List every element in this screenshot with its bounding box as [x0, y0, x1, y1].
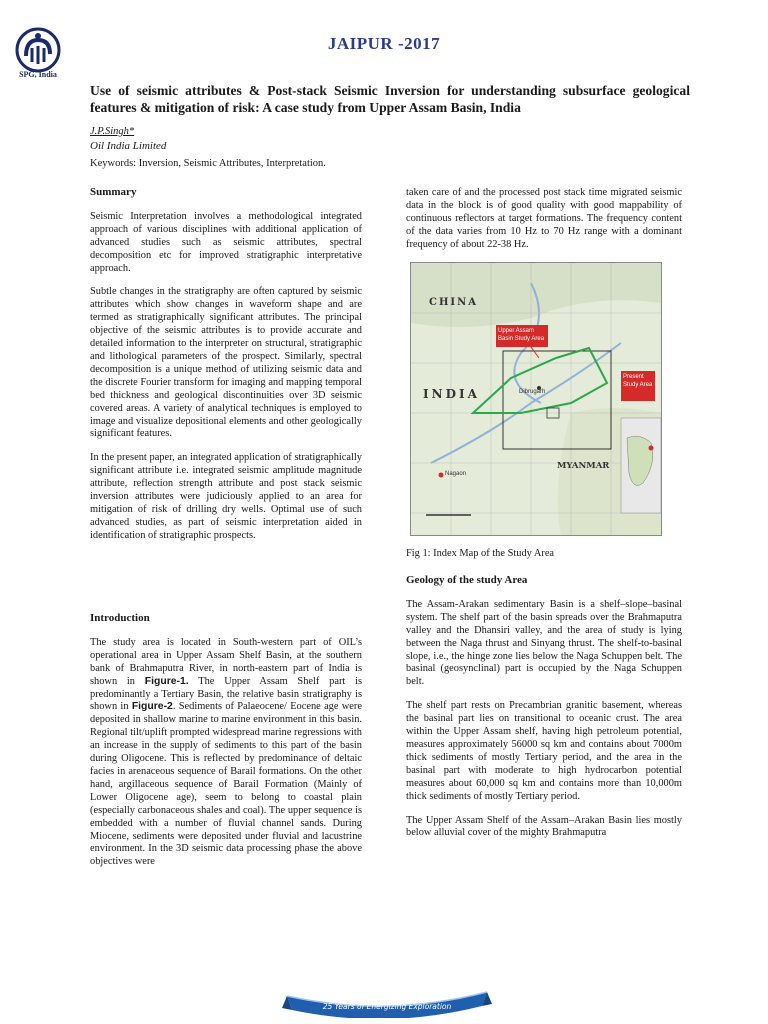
intro-text-c: . Sediments of Palaeocene/ Eocene age were deposited in shallow marine to marine environment in this basin. Regional tilt/uplift prompted widespread marine regressions with an increase in the supply of sediments to this part of the basin during Oligocene. This is reflected by predominance of deltaic facies in arenaceous sequence of Barail formations. On the other hand, argillaceous sequence of Barail Formation (Mainly of Lower Oligocene age), seem to belong to coastal plain (especially carbonaceous shales and coal). The upper sequence is embedded with a number of fluvial channel sands. During Miocene, sediments were deposited under fluvial and lacustrine environment. In the 3D seismic data processing phase the above objectives were — [90, 701, 362, 868]
geology-paragraph-1: The Assam-Arakan sedimentary Basin is a shelf–slope–basinal system. The shelf part of the basin spreads over the Brahmaputra valley and the Dhansiri valley, and the area of study is lying between the Naga thrust and Sinyang thrust. The shelf-to-basinal slope, i.e., the hinge zone lies below the Naga Schuppen belt. The basinal (geosynclinal) part is occupied by the Naga Schuppen belt. — [406, 598, 682, 688]
anniversary-banner — [282, 978, 492, 1018]
map-label-china: CHINA — [429, 297, 478, 308]
summary-heading: Summary — [90, 186, 137, 198]
map-label-dibrugarh: Dibrugarh — [519, 389, 546, 395]
index-map-figure — [410, 262, 662, 536]
map-label-present-study-area: Present Study Area — [623, 374, 653, 388]
banner-text: 25 Years of Energizing Exploration — [322, 1002, 452, 1011]
left-column — [90, 186, 362, 554]
summary-paragraph-2: Subtle changes in the stratigraphy are often captured by seismic attributes which show changes in waveform shape and are termed as stratigraphically significant attributes. The principal objective of the seismic attributes is to provide accurate and detailed information to the interpreter on structural, stratigraphic and lithological parameters of the prospect. Similarly, spectral decomposition is a unique method of utilizing seismic data and the discrete Fourier transform for imaging and mapping temporal bed thickness and geological discontinuities over 3D seismic covered areas. A variety of analytical techniques is employed to image and visualize depositional elements and other geologically significant features. — [90, 286, 362, 440]
figure-1-reference: Figure-1. — [144, 675, 189, 687]
intro-text-a: The study area is located in South-western part of OIL’s operational area in Upper Assam Shelf Basin, at the southern bank of Brahmaputra River, in north-eastern part of India is shown in — [90, 636, 362, 687]
keywords: Keywords: Inversion, Seismic Attributes, Interpretation. — [90, 158, 326, 169]
geology-paragraph-3: The Upper Assam Shelf of the Assam–Arakan Basin lies mostly below alluvial cover of the mighty Brahmaputra — [406, 814, 682, 839]
continuation-paragraph: taken care of and the processed post stack time migrated seismic data in the block is of good quality with good mappability of continuous reflectors at target formations. The frequency content of the data varies from 10 Hz to 70 Hz range with a dominant frequency of about 22-38 Hz. — [406, 187, 682, 250]
geology-paragraph-2: The shelf part rests on Precambrian granitic basement, whereas the basinal part lies on transitional to oceanic crust. The area within the Upper Assam shelf, having high petroleum potential, measures approximately 56000 sq km and contains about 7000m thick sediments of mostly Tertiary period, and the area in the basinal part with moderate to high hydrocarbon potential measures about 60,000 sq km and contains more than 10,000m thick sediments of mostly Tertiary period. — [406, 700, 682, 802]
intro-text-b: The Upper Assam Shelf part is predominantly a Tertiary Basin, the relative basin stratigraphy is shown in — [90, 675, 362, 713]
map-label-nagaon: Nagaon — [445, 471, 467, 477]
logo-caption: SPG, India — [19, 70, 57, 79]
author-name: J.P.Singh* — [90, 126, 135, 137]
figure-1-caption: Fig 1: Index Map of the Study Area — [406, 548, 555, 559]
introduction-section — [90, 612, 362, 880]
conference-title: JAIPUR -2017 — [327, 34, 441, 53]
paper-title: Use of seismic attributes & Post-stack Seismic Inversion for understanding subsurface geological features & mitigation of risk: A case study from Upper Assam Basin, India — [90, 83, 690, 115]
geology-heading: Geology of the study Area — [406, 574, 528, 586]
figure-2-reference: Figure-2 — [131, 701, 173, 713]
map-label-myanmar: MYANMAR — [557, 461, 610, 471]
summary-paragraph-3: In the present paper, an integrated application of stratigraphically significant attribute i.e. integrated seismic amplitude magnitude attribute, reflection strength attribute and post stack seismic inversion attributes were judiciously applied to an area for mitigation of risk of drilling dry wells. Optimal use of such advanced studies, as part of seismic interpretation aided in identification of stratigraphic prospects. — [90, 452, 362, 541]
map-label-study-area: Upper Assam Basin Study Area — [498, 328, 545, 342]
introduction-paragraph — [90, 637, 362, 869]
summary-paragraph-1: Seismic Interpretation involves a methodological integrated approach of various disciplines with additional application of advanced studies such as seismic attributes, spectral decomposition etc for improved stratigraphic interpretative approach. — [90, 210, 362, 274]
introduction-heading: Introduction — [90, 612, 150, 624]
geology-section — [406, 574, 682, 851]
map-label-india: INDIA — [423, 387, 480, 401]
author-affiliation: Oil India Limited — [90, 140, 167, 152]
right-column-top — [406, 187, 682, 263]
